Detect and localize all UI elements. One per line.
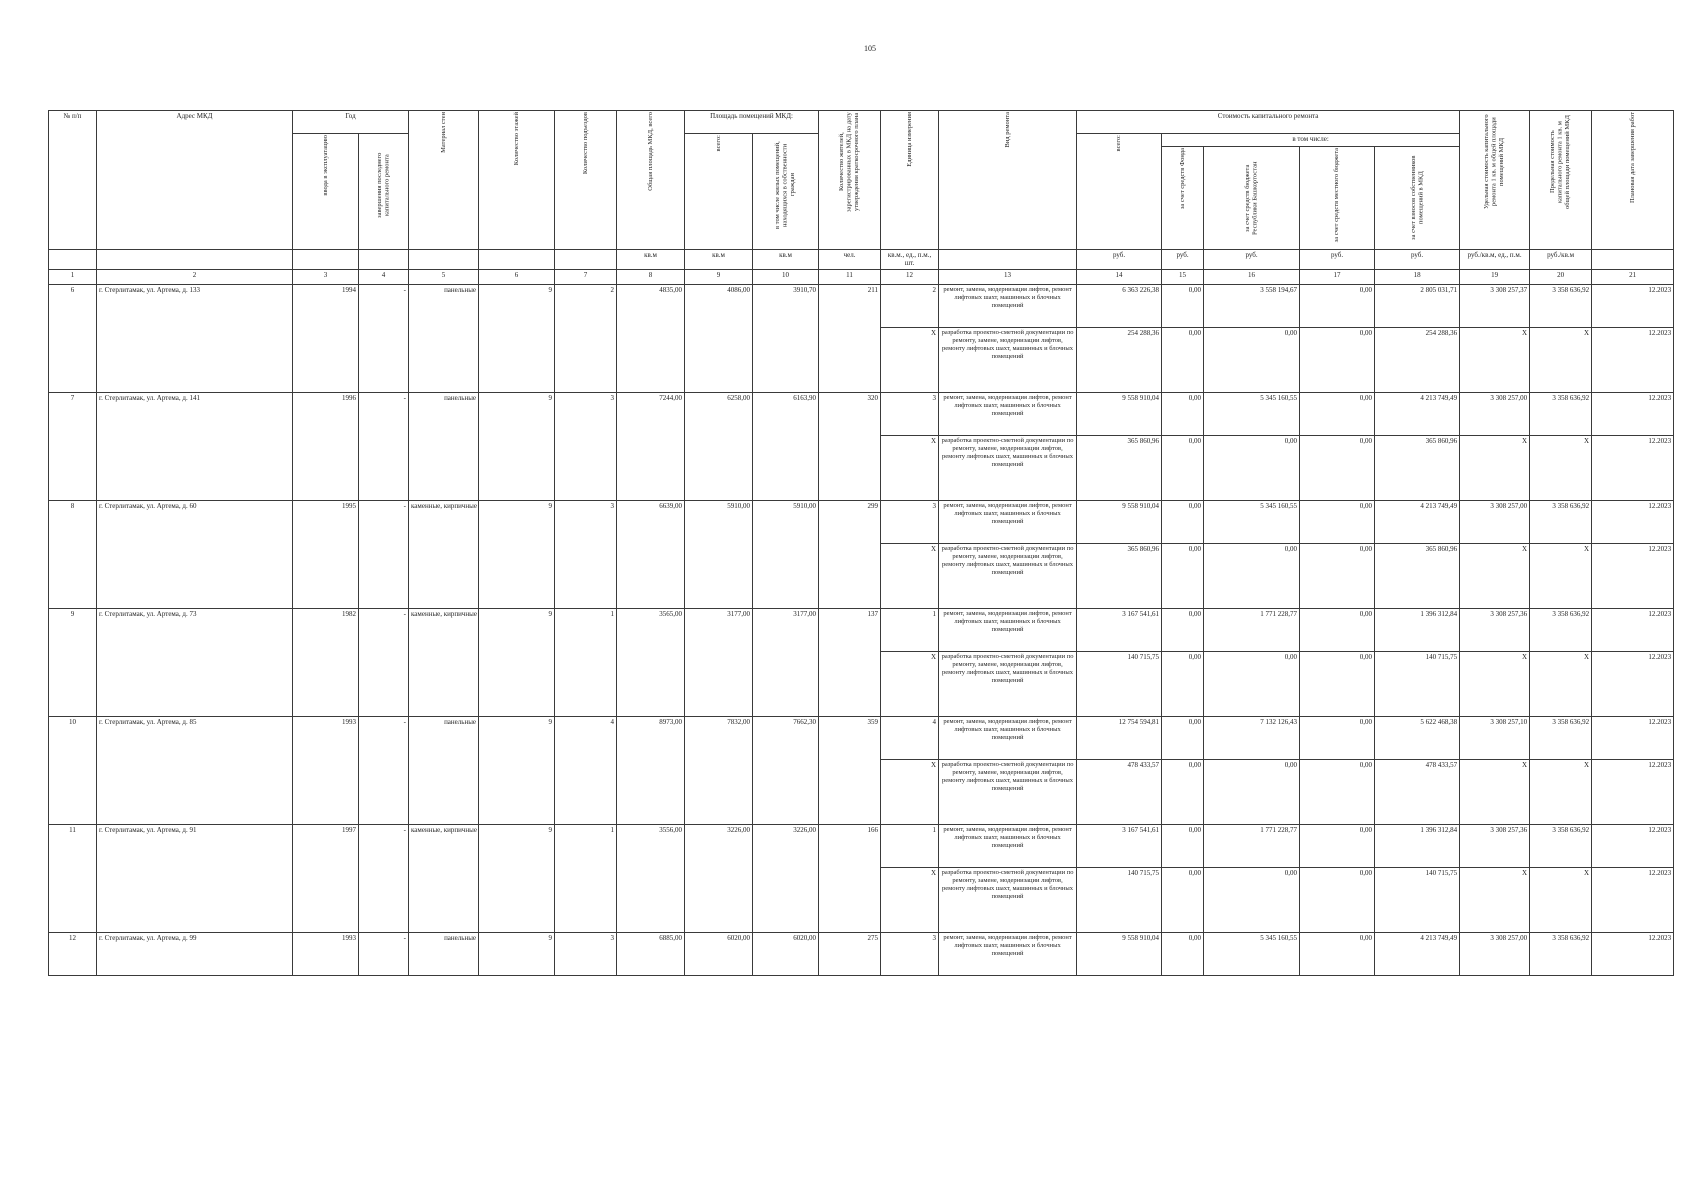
row-cost-republic: 0,00 [1204,867,1300,932]
row-residents: 166 [819,824,881,932]
row-cost-total: 365 860,96 [1077,543,1162,608]
row-cost-owners: 140 715,75 [1375,651,1460,716]
header-wall-material: Материал стен [409,111,479,250]
row-residential-area: 3226,00 [753,824,819,932]
header-unit-measure: Единица измерения [881,111,939,250]
row-max-cost: X [1530,759,1592,824]
row-max-cost: 3 358 636,92 [1530,824,1592,867]
row-work-type: ремонт, замена, модернизация лифтов, ремонт лифтовых шахт, машинных и блочных помещений [939,284,1077,327]
row-cost-fund: 0,00 [1162,284,1204,327]
row-entrances: 4 [555,716,617,824]
row-unit-cost: 3 308 257,36 [1460,608,1530,651]
header-num: № п/п [49,111,97,250]
row-cost-fund: 0,00 [1162,543,1204,608]
row-plan-date: 12.2023 [1592,500,1674,543]
header-entrances: Количество подъездов [555,111,617,250]
table-row [49,392,1674,435]
row-cost-owners: 365 860,96 [1375,435,1460,500]
row-unit-qty: X [881,759,939,824]
row-cost-republic: 5 345 160,55 [1204,932,1300,975]
row-total-area: 8973,00 [617,716,685,824]
page-number: 105 [864,44,876,53]
row-cost-local: 0,00 [1300,651,1375,716]
row-plan-date: 12.2023 [1592,284,1674,327]
header-work-type: Вид ремонта [939,111,1077,250]
row-year-commission: 1993 [293,932,359,975]
row-plan-date: 12.2023 [1592,651,1674,716]
header-cost-local: за счет средств местного бюджета [1300,147,1375,250]
row-plan-date: 12.2023 [1592,608,1674,651]
row-number: 7 [49,392,97,500]
row-entrances: 3 [555,932,617,975]
row-cost-republic: 5 345 160,55 [1204,392,1300,435]
row-total-area: 7244,00 [617,392,685,500]
row-unit-qty: 3 [881,500,939,543]
row-cost-fund: 0,00 [1162,392,1204,435]
row-cost-fund: 0,00 [1162,867,1204,932]
row-cost-republic: 0,00 [1204,543,1300,608]
row-work-type: разработка проектно-сметной документации по ремонту, замене, модернизации лифтов, ремонту лифтовых шахт, машинных и блочных помещений [939,327,1077,392]
header-cost-fund: за счет средств Фонда [1162,147,1204,250]
row-unit-qty: X [881,543,939,608]
row-cost-local: 0,00 [1300,284,1375,327]
row-max-cost: X [1530,651,1592,716]
row-cost-local: 0,00 [1300,867,1375,932]
row-address: г. Стерлитамак, ул. Артема, д. 85 [97,716,293,824]
row-entrances: 2 [555,284,617,392]
unit-rub: руб. [1077,250,1162,270]
unit-unit-cost: руб./кв.м, ед., п.м. [1460,250,1530,270]
header-year-group: Год [293,111,409,134]
row-cost-total: 140 715,75 [1077,651,1162,716]
row-year-last-repair: - [359,392,409,500]
row-max-cost: 3 358 636,92 [1530,932,1592,975]
row-year-commission: 1997 [293,824,359,932]
header-floors: Количество этажей [479,111,555,250]
unit-area: кв.м [753,250,819,270]
header-premises-incl: в том числе жилых помещений, находящихся в собственности граждан [753,134,819,250]
row-max-cost: 3 358 636,92 [1530,500,1592,543]
row-residential-area: 6163,90 [753,392,819,500]
row-unit-cost: X [1460,651,1530,716]
header-cost-total: всего: [1077,134,1162,250]
row-cost-fund: 0,00 [1162,932,1204,975]
row-plan-date: 12.2023 [1592,327,1674,392]
row-total-area: 4835,00 [617,284,685,392]
row-cost-republic: 5 345 160,55 [1204,500,1300,543]
row-cost-owners: 254 288,36 [1375,327,1460,392]
row-cost-fund: 0,00 [1162,759,1204,824]
row-cost-local: 0,00 [1300,435,1375,500]
header-plan-date: Плановая дата завершения работ [1592,111,1674,250]
header-premises-total: всего: [685,134,753,250]
row-plan-date: 12.2023 [1592,392,1674,435]
row-unit-cost: X [1460,327,1530,392]
row-unit-qty: 1 [881,824,939,867]
row-plan-date: 12.2023 [1592,716,1674,759]
row-max-cost: 3 358 636,92 [1530,716,1592,759]
row-year-commission: 1996 [293,392,359,500]
row-unit-cost: X [1460,867,1530,932]
row-cost-owners: 1 396 312,84 [1375,824,1460,867]
row-address: г. Стерлитамак, ул. Артема, д. 133 [97,284,293,392]
row-wall-material: панельные [409,716,479,824]
row-address: г. Стерлитамак, ул. Артема, д. 73 [97,608,293,716]
row-cost-local: 0,00 [1300,500,1375,543]
row-plan-date: 12.2023 [1592,932,1674,975]
header-cost-owners: за счет взносов собственников помещений в МКД [1375,147,1460,250]
row-cost-republic: 7 132 126,43 [1204,716,1300,759]
row-address: г. Стерлитамак, ул. Артема, д. 99 [97,932,293,975]
row-max-cost: 3 358 636,92 [1530,284,1592,327]
unit-people: чел. [819,250,881,270]
row-cost-owners: 4 213 749,49 [1375,932,1460,975]
row-cost-total: 254 288,36 [1077,327,1162,392]
header-cost-republic: за счет средств бюджета Республики Башкортостан [1204,147,1300,250]
row-cost-total: 12 754 594,81 [1077,716,1162,759]
row-max-cost: 3 358 636,92 [1530,608,1592,651]
row-year-commission: 1995 [293,500,359,608]
header-premises-group: Площадь помещений МКД: [685,111,819,134]
row-cost-republic: 1 771 228,77 [1204,608,1300,651]
row-cost-republic: 0,00 [1204,759,1300,824]
row-unit-qty: X [881,327,939,392]
unit-max-cost: руб./кв.м [1530,250,1592,270]
row-cost-local: 0,00 [1300,543,1375,608]
row-cost-owners: 5 622 468,38 [1375,716,1460,759]
row-plan-date: 12.2023 [1592,824,1674,867]
unit-measure: кв.м., ед., п.м., шт. [881,250,939,270]
row-work-type: разработка проектно-сметной документации по ремонту, замене, модернизации лифтов, ремонту лифтовых шахт, машинных и блочных помещений [939,435,1077,500]
row-number: 11 [49,824,97,932]
row-cost-total: 478 433,57 [1077,759,1162,824]
row-plan-date: 12.2023 [1592,543,1674,608]
row-premises-area: 7832,00 [685,716,753,824]
header-year-commission: ввода в эксплуатацию [293,134,359,250]
row-cost-owners: 4 213 749,49 [1375,500,1460,543]
row-cost-owners: 1 396 312,84 [1375,608,1460,651]
row-floors: 9 [479,608,555,716]
table-body [49,284,1674,975]
row-cost-fund: 0,00 [1162,435,1204,500]
row-cost-owners: 365 860,96 [1375,543,1460,608]
row-number: 9 [49,608,97,716]
row-premises-area: 4086,00 [685,284,753,392]
row-unit-cost: X [1460,759,1530,824]
row-floors: 9 [479,500,555,608]
row-unit-qty: 3 [881,932,939,975]
row-total-area: 3556,00 [617,824,685,932]
row-unit-cost: 3 308 257,10 [1460,716,1530,759]
row-residents: 137 [819,608,881,716]
row-work-type: разработка проектно-сметной документации по ремонту, замене, модернизации лифтов, ремонту лифтовых шахт, машинных и блочных помещений [939,867,1077,932]
row-max-cost: X [1530,543,1592,608]
row-unit-qty: X [881,651,939,716]
row-cost-republic: 0,00 [1204,327,1300,392]
row-wall-material: панельные [409,284,479,392]
row-max-cost: 3 358 636,92 [1530,392,1592,435]
row-year-last-repair: - [359,608,409,716]
row-number: 6 [49,284,97,392]
row-total-area: 6885,00 [617,932,685,975]
table-row [49,932,1674,975]
row-wall-material: каменные, кирпичные [409,824,479,932]
row-year-commission: 1994 [293,284,359,392]
header-year-last-repair: завершения последнего капитального ремонта [359,134,409,250]
row-year-last-repair: - [359,932,409,975]
row-plan-date: 12.2023 [1592,867,1674,932]
row-number: 12 [49,932,97,975]
row-floors: 9 [479,824,555,932]
row-year-commission: 1993 [293,716,359,824]
row-wall-material: панельные [409,392,479,500]
row-work-type: ремонт, замена, модернизация лифтов, ремонт лифтовых шахт, машинных и блочных помещений [939,716,1077,759]
row-cost-republic: 0,00 [1204,435,1300,500]
row-wall-material: каменные, кирпичные [409,500,479,608]
row-residents: 299 [819,500,881,608]
row-cost-total: 365 860,96 [1077,435,1162,500]
row-entrances: 3 [555,500,617,608]
row-cost-fund: 0,00 [1162,500,1204,543]
row-year-last-repair: - [359,716,409,824]
row-max-cost: X [1530,435,1592,500]
row-residents: 359 [819,716,881,824]
table-row [49,500,1674,543]
row-cost-fund: 0,00 [1162,327,1204,392]
header-total-area: Общая площадь МКД, всего [617,111,685,250]
row-floors: 9 [479,932,555,975]
unit-area: кв.м [685,250,753,270]
row-entrances: 1 [555,608,617,716]
row-cost-republic: 0,00 [1204,651,1300,716]
row-unit-qty: 1 [881,608,939,651]
row-unit-qty: 4 [881,716,939,759]
row-residential-area: 7662,30 [753,716,819,824]
row-residents: 275 [819,932,881,975]
table-row [49,284,1674,327]
table-row [49,716,1674,759]
row-unit-cost: 3 308 257,37 [1460,284,1530,327]
row-cost-owners: 2 805 031,71 [1375,284,1460,327]
row-cost-fund: 0,00 [1162,608,1204,651]
row-cost-fund: 0,00 [1162,651,1204,716]
capital-repair-table [48,110,1674,976]
row-residents: 320 [819,392,881,500]
row-cost-owners: 140 715,75 [1375,867,1460,932]
row-plan-date: 12.2023 [1592,435,1674,500]
row-unit-qty: 3 [881,392,939,435]
row-year-last-repair: - [359,284,409,392]
row-unit-cost: 3 308 257,36 [1460,824,1530,867]
row-cost-republic: 1 771 228,77 [1204,824,1300,867]
table-row [49,608,1674,651]
row-address: г. Стерлитамак, ул. Артема, д. 91 [97,824,293,932]
row-unit-cost: 3 308 257,00 [1460,932,1530,975]
row-premises-area: 6258,00 [685,392,753,500]
header-max-cost: Предельная стоимость капитального ремонта 1 кв. м общей площади помещений МКД [1530,111,1592,250]
row-year-commission: 1982 [293,608,359,716]
row-number: 8 [49,500,97,608]
row-entrances: 3 [555,392,617,500]
row-work-type: ремонт, замена, модернизация лифтов, ремонт лифтовых шахт, машинных и блочных помещений [939,932,1077,975]
row-cost-local: 0,00 [1300,932,1375,975]
row-residential-area: 3910,70 [753,284,819,392]
row-floors: 9 [479,716,555,824]
row-cost-total: 9 558 910,04 [1077,392,1162,435]
table-header [49,111,1674,285]
row-unit-cost: X [1460,435,1530,500]
row-cost-total: 140 715,75 [1077,867,1162,932]
units-row [49,250,1674,270]
row-cost-local: 0,00 [1300,824,1375,867]
row-max-cost: X [1530,327,1592,392]
row-work-type: разработка проектно-сметной документации по ремонту, замене, модернизации лифтов, ремонту лифтовых шахт, машинных и блочных помещений [939,543,1077,608]
unit-area: кв.м [617,250,685,270]
row-work-type: ремонт, замена, модернизация лифтов, ремонт лифтовых шахт, машинных и блочных помещений [939,608,1077,651]
row-total-area: 3565,00 [617,608,685,716]
row-cost-owners: 478 433,57 [1375,759,1460,824]
header-address: Адрес МКД [97,111,293,250]
row-unit-cost: X [1460,543,1530,608]
row-work-type: разработка проектно-сметной документации по ремонту, замене, модернизации лифтов, ремонту лифтовых шахт, машинных и блочных помещений [939,651,1077,716]
header-cost-group: Стоимость капитального ремонта [1077,111,1460,134]
row-entrances: 1 [555,824,617,932]
row-cost-republic: 3 558 194,67 [1204,284,1300,327]
row-cost-local: 0,00 [1300,759,1375,824]
unit-rub: руб. [1162,250,1204,270]
row-premises-area: 5910,00 [685,500,753,608]
row-work-type: разработка проектно-сметной документации по ремонту, замене, модернизации лифтов, ремонту лифтовых шахт, машинных и блочных помещений [939,759,1077,824]
unit-rub: руб. [1204,250,1300,270]
row-cost-owners: 4 213 749,49 [1375,392,1460,435]
row-cost-local: 0,00 [1300,392,1375,435]
header-residents: Количество жителей, зарегистрированных в МКД на дату утверждения краткосрочного плана [819,111,881,250]
row-floors: 9 [479,392,555,500]
row-cost-fund: 0,00 [1162,824,1204,867]
row-cost-total: 3 167 541,61 [1077,824,1162,867]
row-premises-area: 6020,00 [685,932,753,975]
row-cost-local: 0,00 [1300,608,1375,651]
row-unit-cost: 3 308 257,00 [1460,500,1530,543]
row-address: г. Стерлитамак, ул. Артема, д. 141 [97,392,293,500]
row-residential-area: 6020,00 [753,932,819,975]
table-row [49,824,1674,867]
row-cost-total: 3 167 541,61 [1077,608,1162,651]
row-cost-local: 0,00 [1300,327,1375,392]
row-unit-qty: X [881,435,939,500]
row-premises-area: 3177,00 [685,608,753,716]
column-numbers-row: 1 2 3 4 5 6 7 8 9 10 11 12 13 14 15 16 17 18 19 20 21 [49,269,1674,284]
row-max-cost: X [1530,867,1592,932]
row-work-type: ремонт, замена, модернизация лифтов, ремонт лифтовых шахт, машинных и блочных помещений [939,824,1077,867]
row-premises-area: 3226,00 [685,824,753,932]
row-cost-fund: 0,00 [1162,716,1204,759]
header-unit-cost: Удельная стоимость капитального ремонта 1 кв. м общей площади помещений МКД [1460,111,1530,250]
row-unit-qty: X [881,867,939,932]
row-work-type: ремонт, замена, модернизация лифтов, ремонт лифтовых шахт, машинных и блочных помещений [939,500,1077,543]
row-plan-date: 12.2023 [1592,759,1674,824]
row-work-type: ремонт, замена, модернизация лифтов, ремонт лифтовых шахт, машинных и блочных помещений [939,392,1077,435]
row-address: г. Стерлитамак, ул. Артема, д. 60 [97,500,293,608]
row-year-last-repair: - [359,500,409,608]
row-cost-total: 9 558 910,04 [1077,932,1162,975]
row-year-last-repair: - [359,824,409,932]
header-incl-label: в том числе: [1162,134,1460,147]
row-residential-area: 3177,00 [753,608,819,716]
row-number: 10 [49,716,97,824]
row-residents: 211 [819,284,881,392]
unit-rub: руб. [1375,250,1460,270]
row-unit-cost: 3 308 257,00 [1460,392,1530,435]
row-wall-material: каменные, кирпичные [409,608,479,716]
row-unit-qty: 2 [881,284,939,327]
row-residential-area: 5910,00 [753,500,819,608]
row-wall-material: панельные [409,932,479,975]
row-total-area: 6639,00 [617,500,685,608]
row-cost-total: 9 558 910,04 [1077,500,1162,543]
row-cost-local: 0,00 [1300,716,1375,759]
unit-rub: руб. [1300,250,1375,270]
row-cost-total: 6 363 226,38 [1077,284,1162,327]
row-floors: 9 [479,284,555,392]
